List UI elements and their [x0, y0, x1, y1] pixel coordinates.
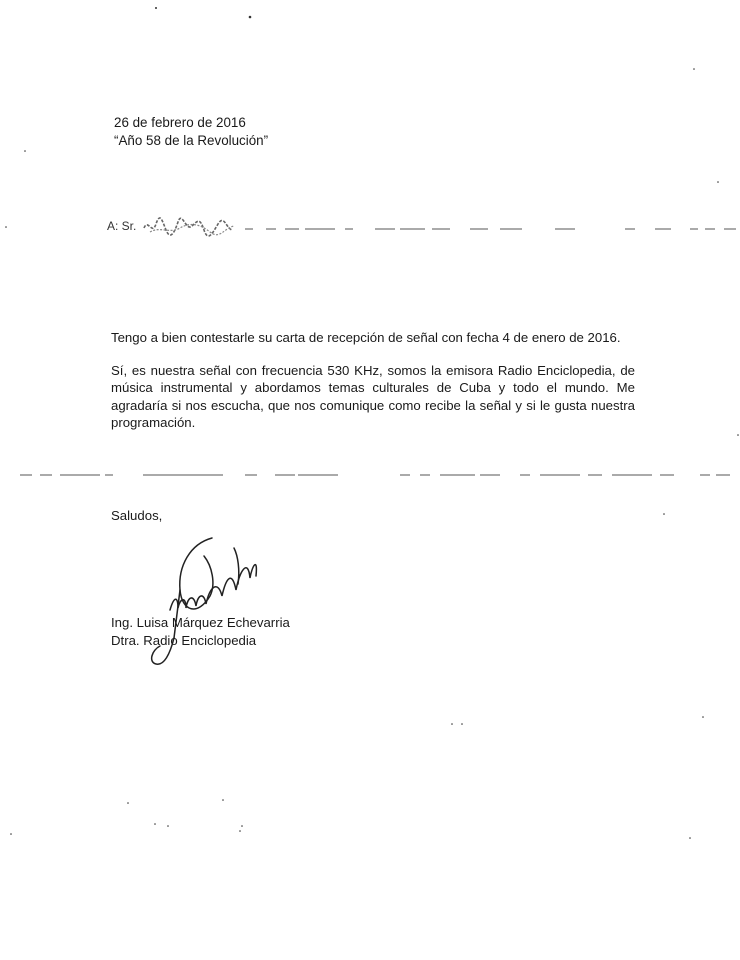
paragraph-reply: Tengo a bien contestarle su carta de recepción de señal con fecha 4 de enero de 2016.: [111, 330, 621, 345]
year-motto: “Año 58 de la Revolución”: [114, 133, 269, 148]
letter-date: 26 de febrero de 2016: [114, 115, 246, 130]
signature-block: [111, 614, 290, 650]
recipient-prefix: A: Sr.: [107, 219, 137, 233]
paragraph-station-info: Sí, es nuestra señal con frecuencia 530 KHz, somos la emisora Radio Enciclopedia, de música instrumental y abordamos temas culturales de Cuba y todo el mundo. Me agradaría si nos escucha, que nos comunique como recibe la señal y si le gusta nuestra programación.: [111, 362, 635, 431]
signer-title: Dtra. Radio Enciclopedia: [111, 633, 257, 648]
handwritten-signature: [140, 526, 270, 676]
letter-body: [111, 329, 635, 432]
redacted-name-scribble-icon: [140, 214, 240, 240]
recipient-line: [107, 218, 136, 234]
signer-name: Ing. Luisa Márquez Echevarria: [111, 615, 290, 630]
closing: Saludos,: [111, 508, 163, 523]
date-block: [114, 114, 268, 150]
